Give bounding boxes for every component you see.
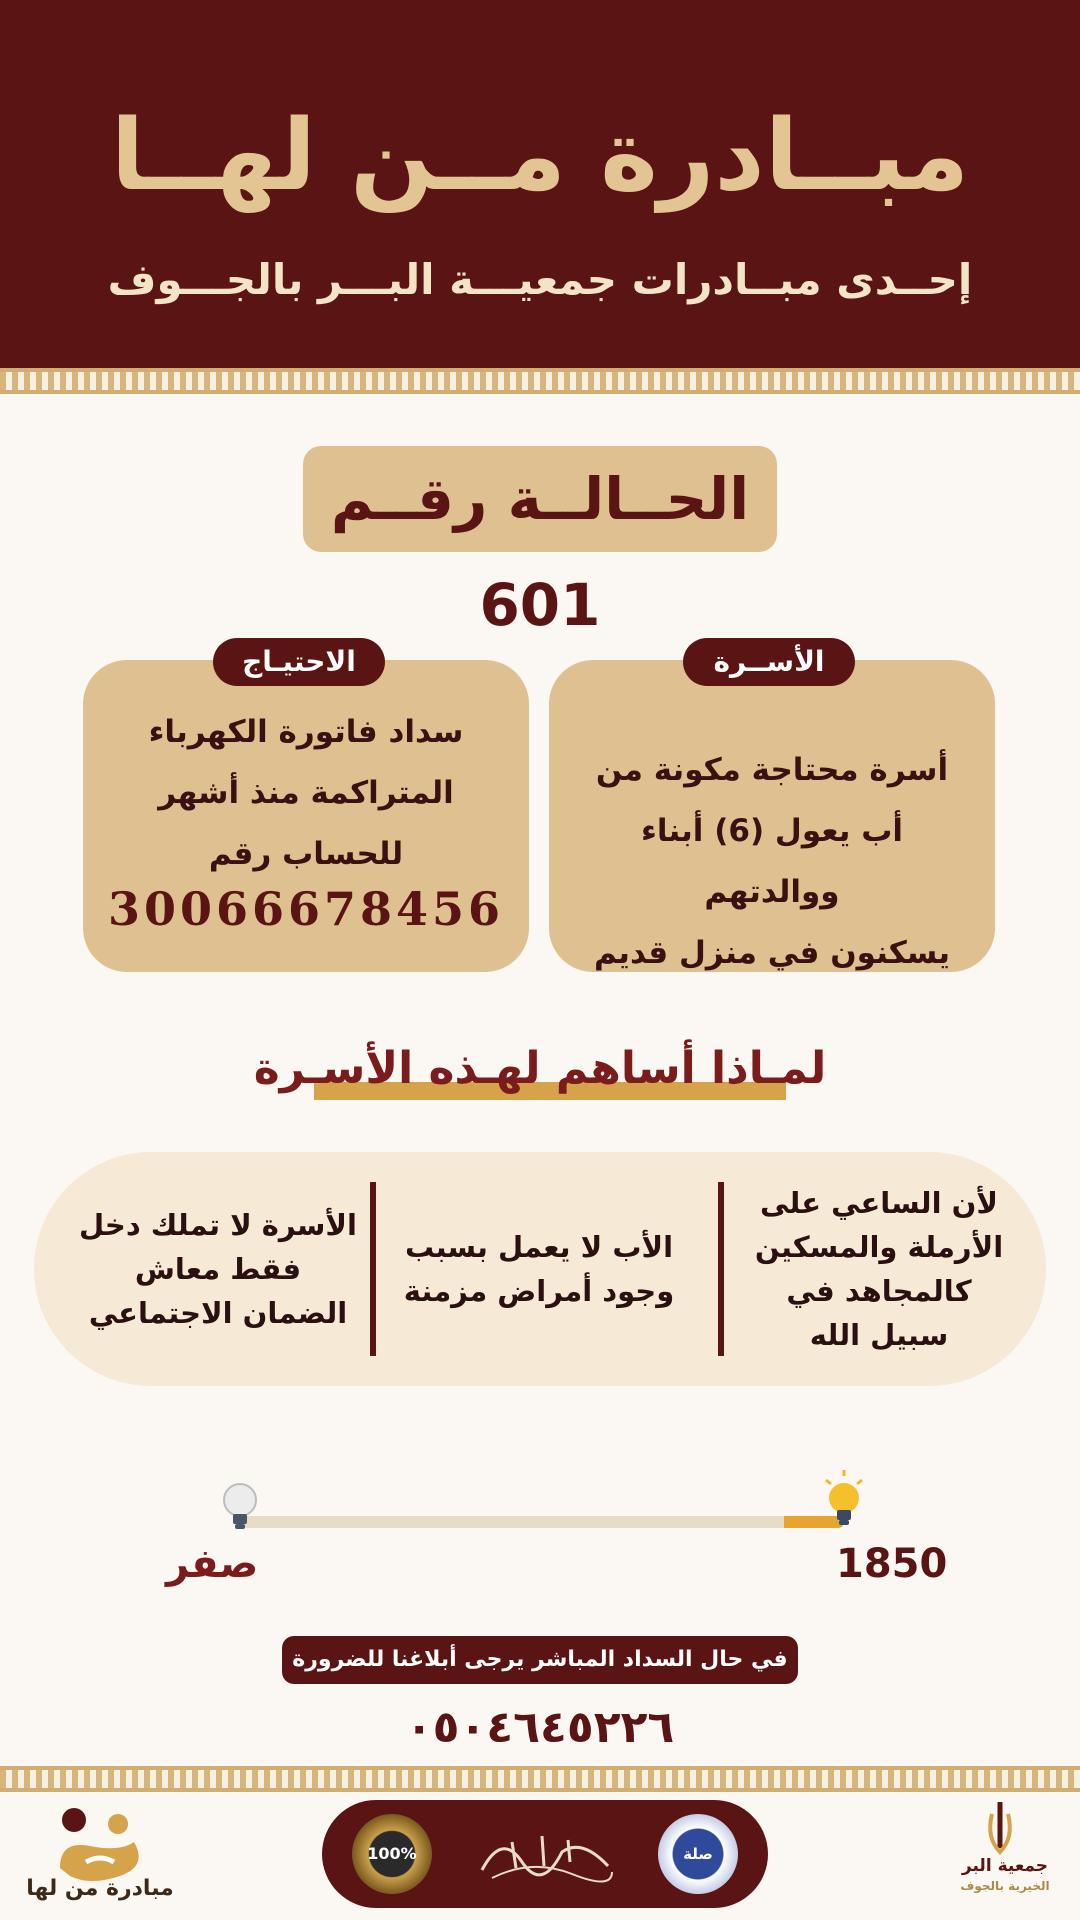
reason-item: الأسرة لا تملك دخل فقط معاش الضمان الاجتماعي bbox=[79, 1208, 357, 1330]
family-description: أسرة محتاجة مكونة من أب يعول (6) أبناء ووالدتهم يسكنون في منزل قديم bbox=[594, 752, 950, 971]
page-title: مبــادرة مــن لهــا bbox=[110, 99, 970, 213]
payment-notice: في حال السداد المباشر يرجى أبلاغنا للضرورة bbox=[282, 1636, 798, 1684]
initiative-logo-label: مبادرة من لها bbox=[26, 1876, 174, 1901]
account-number: 30066678456 bbox=[107, 882, 505, 936]
charity-logo-label bbox=[950, 1856, 1060, 1896]
family-card bbox=[549, 660, 995, 972]
reason-item: الأب لا يعمل بسبب وجود أمراض مزمنة bbox=[403, 1230, 675, 1308]
contact-phone[interactable]: ٠٥٠٤٦٤٥٢٢٦ bbox=[405, 1702, 675, 1753]
lightbulb-on-icon bbox=[824, 1470, 864, 1528]
quality-seal-icon: 100% bbox=[352, 1814, 432, 1894]
page-subtitle: إحــدى مبــادرات جمعيـــة البـــر بالجـــوف bbox=[107, 255, 973, 304]
charity-subname: الخيرية بالجوف bbox=[960, 1879, 1050, 1893]
sila-seal-icon: صلة bbox=[658, 1814, 738, 1894]
donation-start-amount: صفر bbox=[166, 1541, 259, 1587]
footer-badges bbox=[322, 1800, 768, 1908]
reasons-panel bbox=[34, 1152, 1046, 1386]
lightbulb-off-icon bbox=[220, 1476, 260, 1534]
need-card-label: الاحتيـاج bbox=[213, 638, 385, 686]
family-card-label: الأســرة bbox=[683, 638, 855, 686]
donation-progress-bar bbox=[240, 1516, 844, 1528]
need-card bbox=[83, 660, 529, 972]
reason-divider bbox=[370, 1182, 376, 1356]
donation-target-amount: 1850 bbox=[836, 1541, 948, 1587]
case-number-badge: الحــالــة رقــم 601 bbox=[303, 446, 777, 552]
need-description: سداد فاتورة الكهرباء المتراكمة منذ أشهر للحساب رقم bbox=[148, 714, 464, 872]
charity-name: جمعية البر bbox=[961, 1856, 1049, 1876]
reason-divider bbox=[718, 1182, 724, 1356]
why-section-title: لمـاذا أساهم لهـذه الأسـرة bbox=[253, 1043, 827, 1094]
bottom-ornament-border bbox=[0, 1766, 1080, 1792]
calligraphy-logo-icon bbox=[472, 1822, 618, 1886]
header-banner bbox=[0, 0, 1080, 368]
top-ornament-border bbox=[0, 368, 1080, 394]
reason-item: لأن الساعي على الأرملة والمسكين كالمجاهد في سبيل الله bbox=[754, 1186, 1004, 1352]
